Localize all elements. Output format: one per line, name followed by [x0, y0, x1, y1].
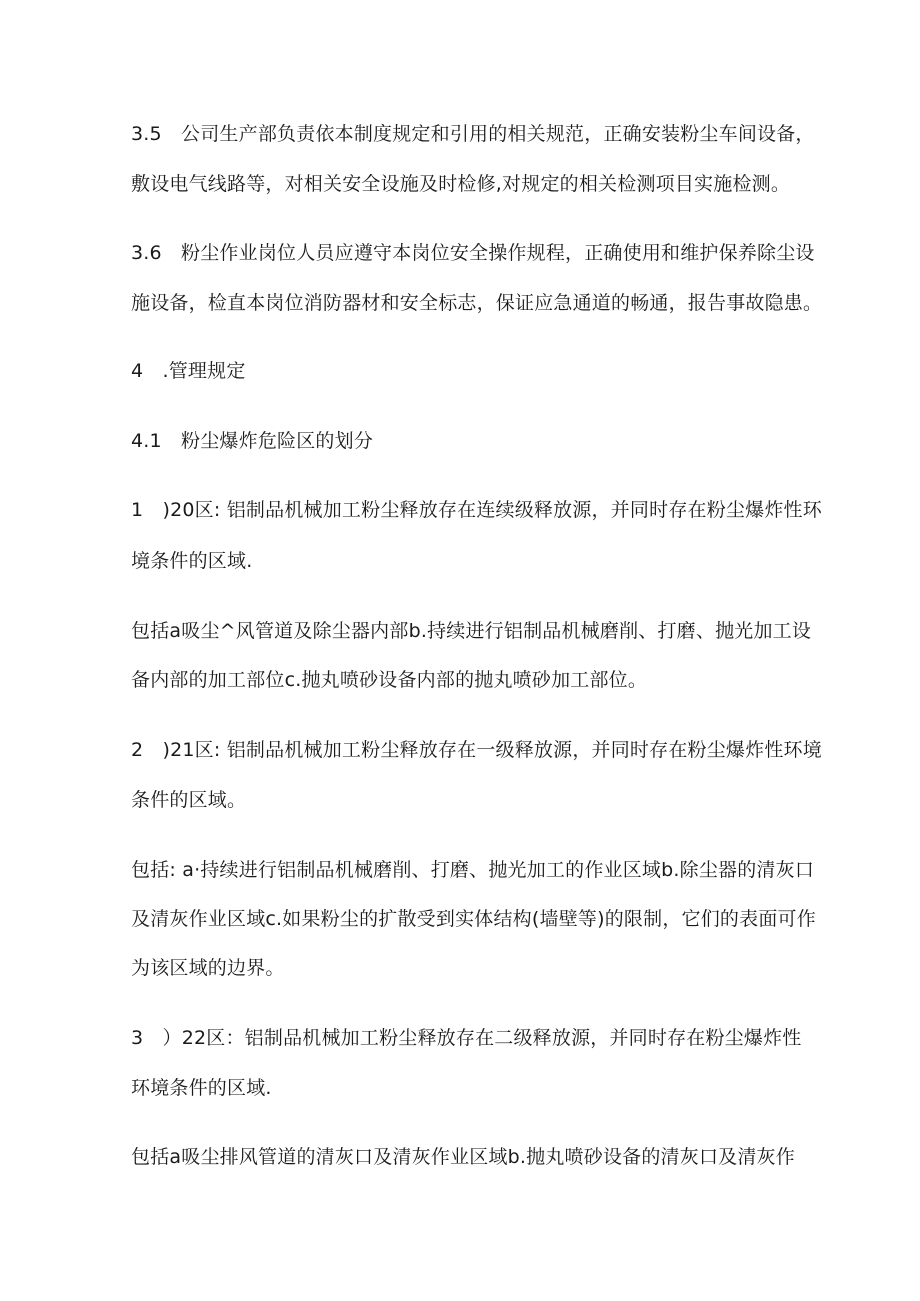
item-2-line-2: 条件的区域。 [131, 789, 247, 811]
paragraph-3-5-line-2: 敷设电气线路等，对相关安全设施及时检修,对规定的相关检测项目实施检测。 [131, 173, 791, 195]
item-3-line-2: 环境条件的区域. [131, 1077, 272, 1099]
section-4-1-heading: 4.1 粉尘爆炸危险区的划分 [131, 430, 374, 452]
item-2-includes-line-3: 为该区域的边界。 [131, 957, 285, 979]
item-2-includes-line-1: 包括: a·持续进行铝制品机械磨削、打磨、抛光加工的作业区域b.除尘器的清灰口 [131, 859, 815, 881]
item-2-line-1: 2 )21区: 铝制品机械加工粉尘释放存在一级释放源，并同时存在粉尘爆炸性环境 [131, 739, 822, 761]
paragraph-3-6-line-1: 3.6 粉尘作业岗位人员应遵守本岗位安全操作规程，正确使用和维护保养除尘设 [131, 242, 815, 264]
item-2-includes-line-2: 及清灰作业区域c.如果粉尘的扩散受到实体结构(墙壁等)的限制，它们的表面可作 [131, 908, 816, 930]
paragraph-3-5-line-1: 3.5 公司生产部负责依本制度规定和引用的相关规范，正确安装粉尘车间设备， [131, 123, 815, 145]
item-3-includes-line-1: 包括a吸尘排风管道的清灰口及清灰作业区域b.抛丸喷砂设备的清灰口及清灰作 [131, 1146, 795, 1168]
item-3-line-1: 3 ）22区：铝制品机械加工粉尘释放存在二级释放源，并同时存在粉尘爆炸性 [131, 1027, 802, 1049]
item-1-line-2: 境条件的区域. [131, 550, 253, 572]
paragraph-3-6-line-2: 施设备，检直本岗位消防器材和安全标志，保证应急通道的畅通，报告事故隐患。 [131, 292, 823, 314]
section-4-heading: 4 .管理规定 [131, 360, 246, 382]
item-1-includes-line-1: 包括a吸尘^风管道及除尘器内部b.持续进行铝制品机械磨削、打磨、抛光加工设 [131, 620, 812, 642]
item-1-line-1: 1 )20区: 铝制品机械加工粉尘释放存在连续级释放源，并同时存在粉尘爆炸性环 [131, 499, 822, 521]
item-1-includes-line-2: 备内部的加工部位c.抛丸喷砂设备内部的抛丸喷砂加工部位。 [131, 669, 648, 691]
